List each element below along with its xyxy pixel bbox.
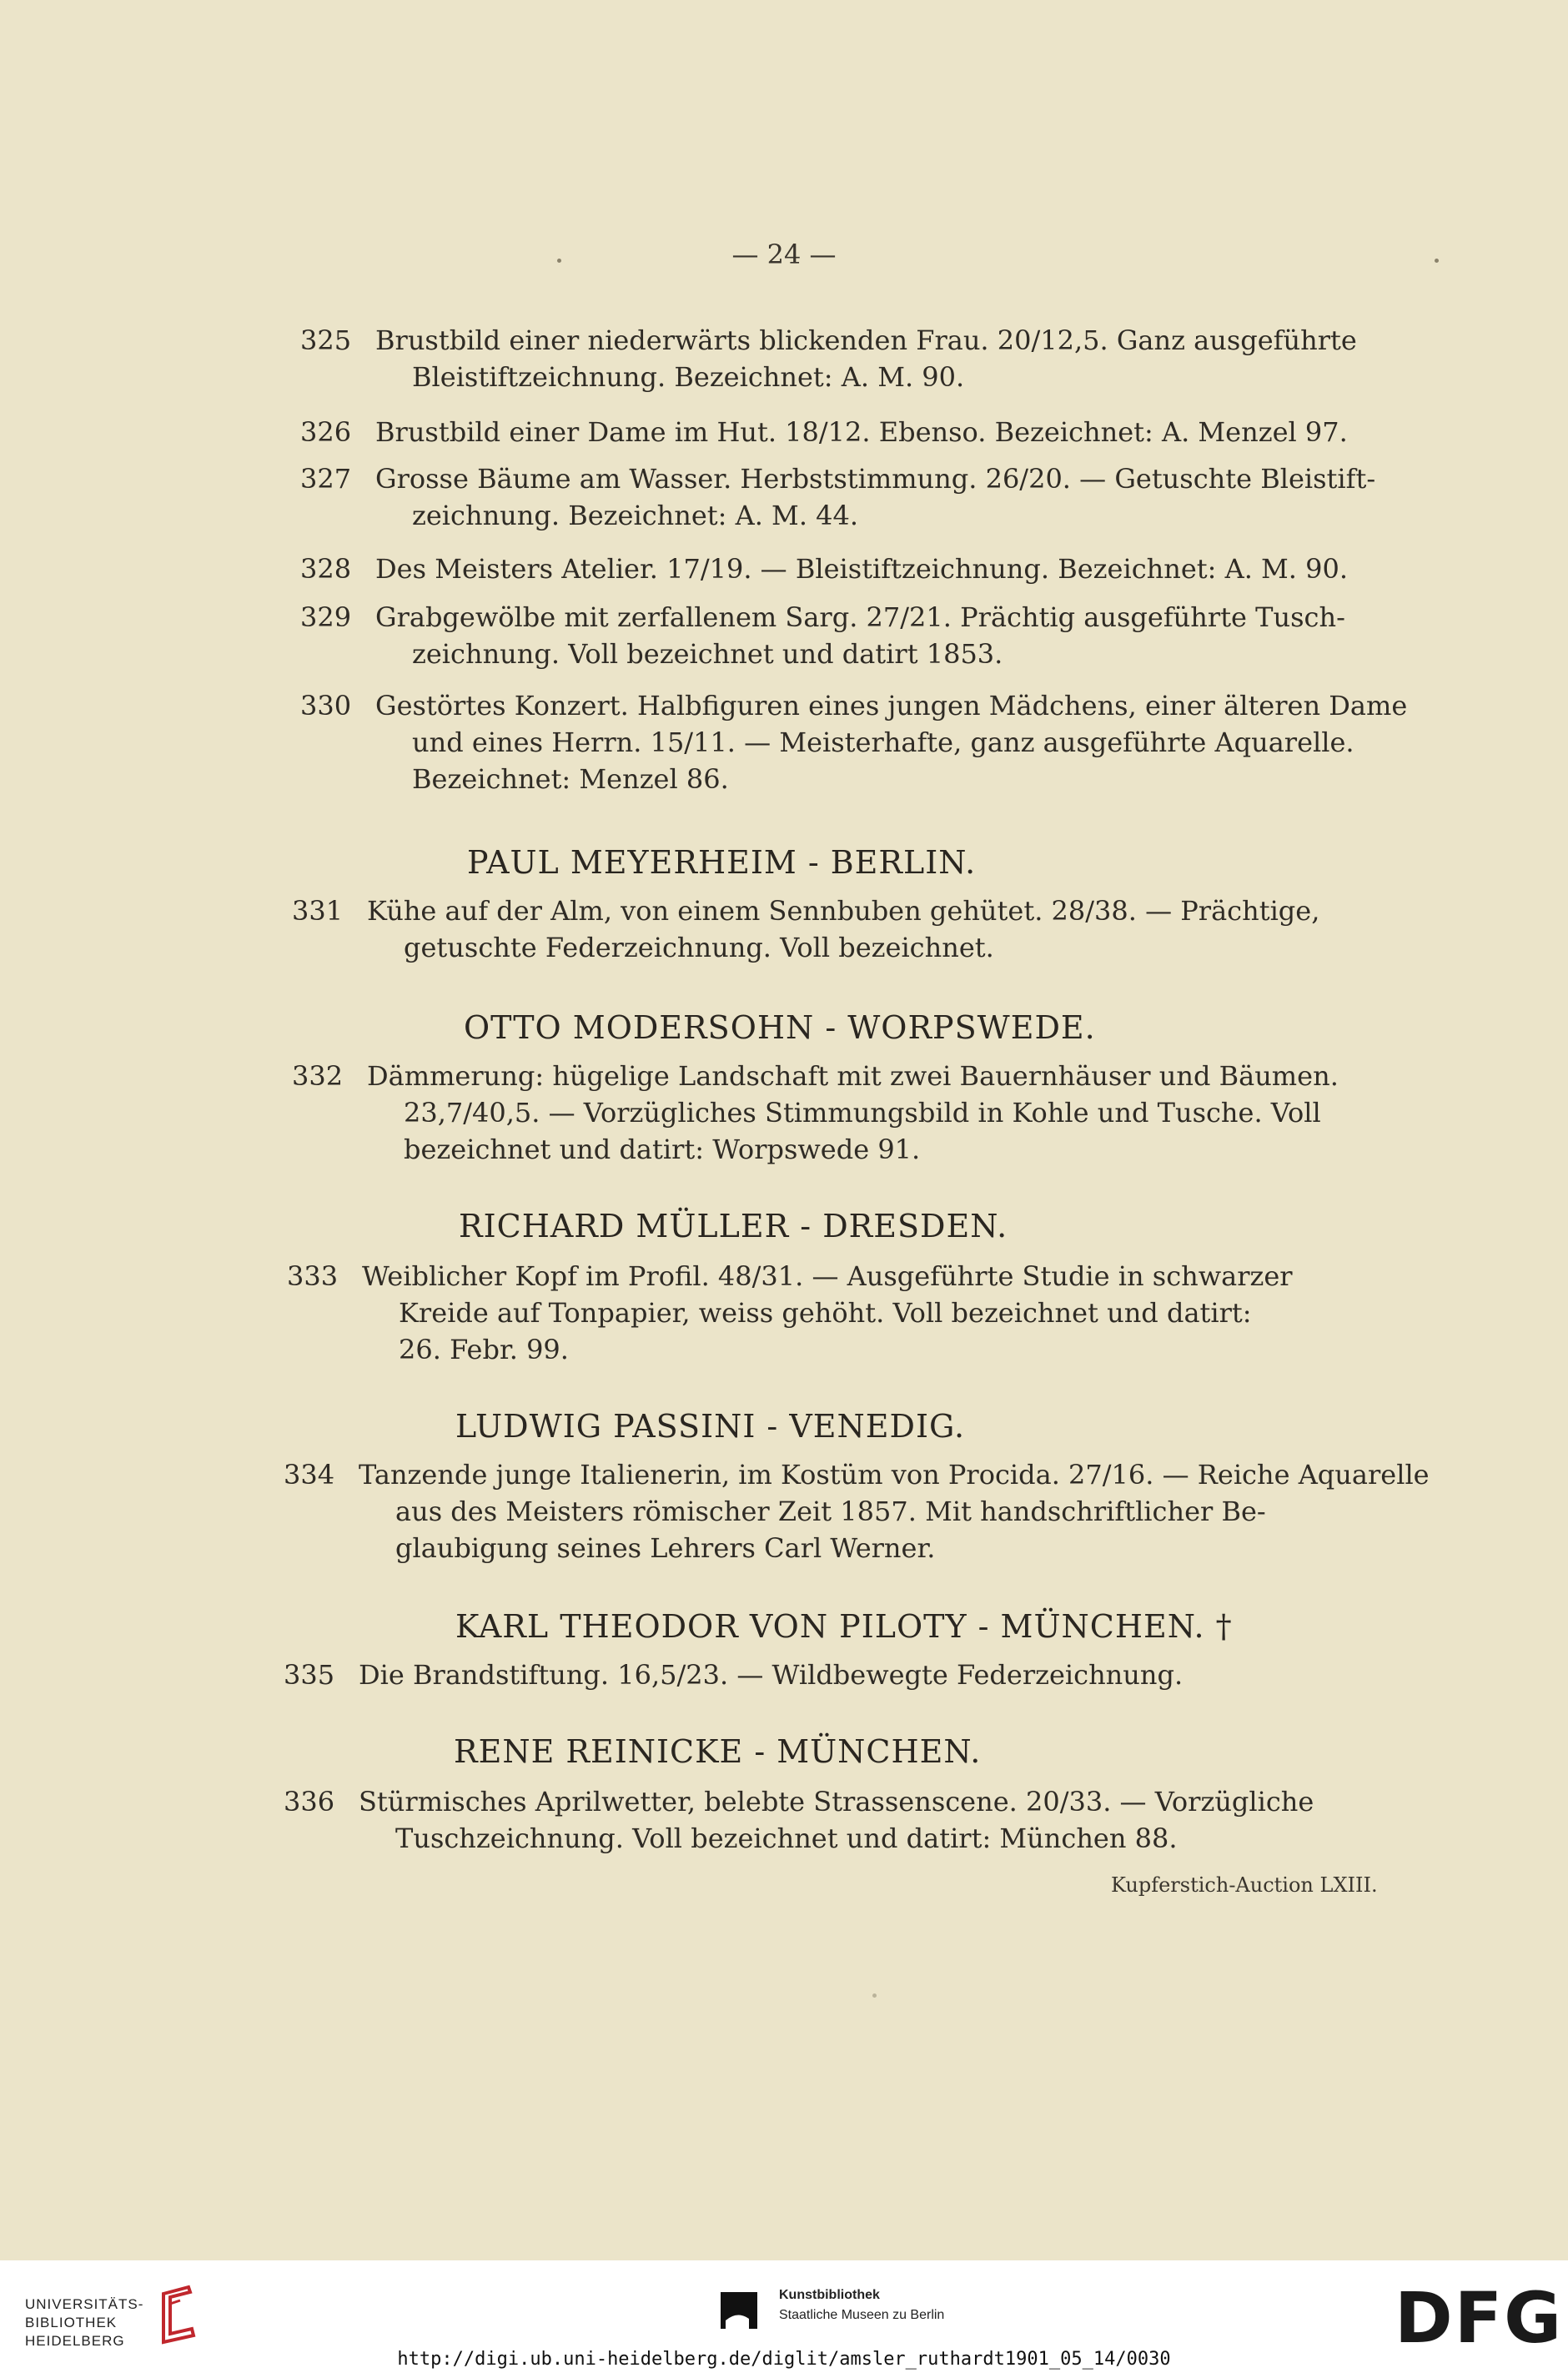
entry-text: Dämmerung: hügelige Landschaft mit zwei Bauernhäuser und Bäumen. — [367, 1060, 1339, 1092]
artist-heading: OTTO MODERSOHN - WORPSWEDE. — [464, 1009, 1096, 1046]
entry-text: getuschte Federzeichnung. Voll bezeichnet. — [404, 932, 994, 963]
page-number: — 24 — — [731, 239, 837, 270]
artist-heading: PAUL MEYERHEIM - BERLIN. — [467, 844, 977, 881]
entry-332 — [292, 1058, 1339, 1168]
entry-number: 331 — [292, 895, 344, 927]
kb-title: Kunstbibliothek — [779, 2288, 880, 2302]
ub-line: UNIVERSITÄTS- — [25, 2296, 144, 2312]
entry-334 — [284, 1456, 1430, 1566]
entry-text: 26. Febr. 99. — [399, 1334, 569, 1365]
dfg-logo: DFG — [1395, 2277, 1564, 2359]
kunstbibliothek-logo-icon — [717, 2289, 767, 2339]
entry-329 — [300, 599, 1345, 672]
entry-text: bezeichnet und datirt: Worpswede 91. — [404, 1134, 921, 1165]
artist-heading: KARL THEODOR VON PILOTY - MÜNCHEN. † — [455, 1608, 1233, 1645]
entry-text: 23,7/40,5. — Vorzügliches Stimmungsbild in Kohle und Tusche. Voll — [404, 1097, 1321, 1129]
entry-number: 334 — [284, 1459, 335, 1491]
entry-number: 326 — [300, 416, 352, 448]
entry-text: Tanzende junge Italienerin, im Kostüm von Procida. 27/16. — Reiche Aquarelle — [359, 1459, 1430, 1491]
entry-325 — [300, 322, 1357, 395]
ub-line: HEIDELBERG — [25, 2333, 125, 2349]
entry-text: Brustbild einer niederwärts blickenden Frau. 20/12,5. Ganz ausgeführte — [375, 324, 1357, 356]
paper-speck — [872, 1993, 877, 1998]
entry-text: Kreide auf Tonpapier, weiss gehöht. Voll bezeichnet und datirt: — [399, 1297, 1252, 1329]
entry-text: Tuschzeichnung. Voll bezeichnet und datirt: München 88. — [395, 1822, 1178, 1854]
entry-number: 332 — [292, 1060, 344, 1092]
footer-note: Kupferstich-Auction LXIII. — [1111, 1873, 1378, 1897]
entry-text: Grabgewölbe mit zerfallenem Sarg. 27/21. Prächtig ausgeführte Tusch- — [375, 601, 1345, 633]
kb-subtitle: Staatliche Museen zu Berlin — [779, 2308, 945, 2322]
entry-text: Weiblicher Kopf im Profil. 48/31. — Ausgeführte Studie in schwarzer — [362, 1260, 1293, 1292]
entry-text: Bleistiftzeichnung. Bezeichnet: A. M. 90. — [412, 361, 965, 393]
entry-text: glaubigung seines Lehrers Carl Werner. — [395, 1532, 936, 1564]
entry-326 — [300, 414, 1348, 450]
entry-text: zeichnung. Voll bezeichnet und datirt 1853. — [412, 638, 1003, 670]
artist-heading: RICHARD MÜLLER - DRESDEN. — [459, 1208, 1008, 1244]
entry-336 — [284, 1783, 1314, 1857]
entry-text: Grosse Bäume am Wasser. Herbststimmung. 26/20. — Getuschte Bleistift- — [375, 463, 1376, 495]
entry-number: 327 — [300, 463, 352, 495]
entry-text: Gestörtes Konzert. Halbfiguren eines jungen Mädchens, einer älteren Dame — [375, 690, 1408, 721]
entry-328 — [300, 551, 1348, 587]
entry-text: und eines Herrn. 15/11. — Meisterhafte, ganz ausgeführte Aquarelle. — [412, 726, 1354, 758]
entry-text: Des Meisters Atelier. 17/19. — Bleistiftzeichnung. Bezeichnet: A. M. 90. — [375, 553, 1349, 585]
kunstbibliothek-logo-text — [779, 2285, 944, 2325]
entry-330 — [300, 687, 1407, 797]
artist-heading: RENE REINICKE - MÜNCHEN. — [454, 1733, 982, 1770]
entry-text: Die Brandstiftung. 16,5/23. — Wildbewegte Federzeichnung. — [359, 1659, 1184, 1691]
entry-number: 328 — [300, 553, 352, 585]
entry-text: aus des Meisters römischer Zeit 1857. Mit handschriftlicher Be- — [395, 1496, 1266, 1527]
entry-number: 329 — [300, 601, 352, 633]
entry-331 — [292, 892, 1319, 966]
entry-text: zeichnung. Bezeichnet: A. M. 44. — [412, 500, 859, 531]
entry-text: Brustbild einer Dame im Hut. 18/12. Ebenso. Bezeichnet: A. Menzel 97. — [375, 416, 1348, 448]
entry-text: Bezeichnet: Menzel 86. — [412, 763, 729, 795]
page-url[interactable]: http://digi.ub.uni-heidelberg.de/diglit/amsler_ruthardt1901_05_14/0030 — [397, 2349, 1171, 2370]
entry-number: 330 — [300, 690, 352, 721]
entry-number: 333 — [287, 1260, 339, 1292]
entry-number: 335 — [284, 1659, 335, 1691]
heidelberg-logo-text — [25, 2295, 143, 2350]
entry-327 — [300, 460, 1375, 534]
entry-335 — [284, 1657, 1183, 1693]
ub-line: BIBLIOTHEK — [25, 2315, 118, 2330]
entry-333 — [287, 1258, 1293, 1368]
artist-heading: LUDWIG PASSINI - VENEDIG. — [455, 1408, 966, 1445]
entry-number: 325 — [300, 324, 352, 356]
entry-text: Stürmisches Aprilwetter, belebte Strassenscene. 20/33. — Vorzügliche — [359, 1786, 1314, 1817]
paper-speck — [557, 259, 561, 263]
paper-speck — [1435, 259, 1439, 263]
entry-number: 336 — [284, 1786, 335, 1817]
entry-text: Kühe auf der Alm, von einem Sennbuben gehütet. 28/38. — Prächtige, — [367, 895, 1320, 927]
